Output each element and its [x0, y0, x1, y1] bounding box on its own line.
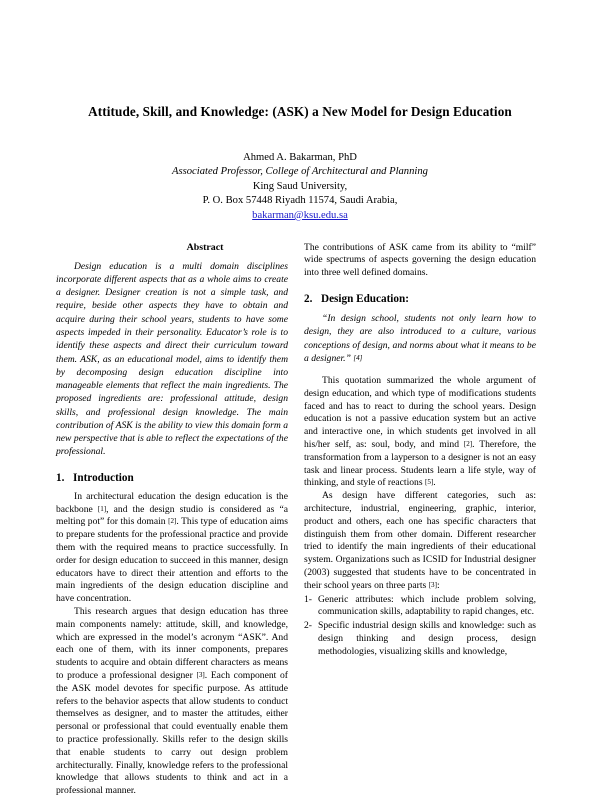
author-block: [56, 151, 544, 224]
section-heading-design-education: [304, 293, 536, 305]
paragraph: In architectural education the design education is the backbone [1], and the design studio is considered as “a melting pot” for this domain [2]. This type of education aims to prepare students for the professional practice and provide them with the required means to practice successfully. In order for design education to succeed in this manner, design educators have to direct their attention and efforts to the main ingredients of the design education discipline and have concentration.: [56, 490, 288, 605]
abstract-heading: Abstract: [186, 241, 224, 253]
list-item: [304, 594, 536, 620]
list-item-text: Generic attributes: which include problem solving, communication skills, adaptability to rapid changes, etc.: [318, 593, 536, 618]
citation-marker: [1]: [97, 504, 107, 513]
paragraph: This research argues that design education has three main components namely: attitude, skill, and knowledge, which are expressed in the model’s acronym “ASK”. And each one of them, with its inner components, prepares students to acquire and obtain different characters as means to produce a professional designer [3]. Each component of the ASK model devotes for specific purpose. As attitude refers to the behavior aspects that allow students to conduct themselves as designer, and to master the attitudes, either personal or professional that could eventually enable them to practice professionally. Skills refer to the design skills that enable students to carry out design problem architecturally. Finally, knowledge refers to the professional knowledge that allows students to think and act in a professional manner.: [56, 605, 288, 797]
abstract-text: Design education is a multi domain disciplines incorporate different aspects that as a whole aims to create a designer. Designer creation is not a simple task, and require, beside other aspects they have to obtain and acquire during their school years, students to have some aspects impeded in their personality. Educator’s role is to identify these aspects and direct their curriculum toward them. ASK, as an educational model, aims to identify them by decomposing design education discipline into manageable elements that reflect the main ingredients. The proposed ingredients are: professional attitude, design skills, and professional design knowledge. The main contribution of ASK is the ability to view this domain form a new perspective that is able to reflect the expectations of the professional.: [56, 260, 288, 458]
two-column-body: [0, 242, 600, 798]
citation-marker: [3]: [428, 580, 437, 589]
block-quote: “In design school, students not only learn how to design, they are also introduced to a culture, various conceptions of design, and norms about what it means to be a designer.” [4]: [304, 312, 536, 364]
section-number: 2.: [304, 292, 313, 305]
paragraph-continuation: The contributions of ASK came from its ability to “milf” wide spectrums of aspects governing the design education into three well defined domains.: [304, 241, 536, 279]
page-title: Attitude, Skill, and Knowledge: (ASK) a New Model for Design Education: [88, 104, 512, 119]
section-number: 1.: [56, 471, 65, 484]
list-marker: 1-: [304, 593, 312, 605]
paragraph: This quotation summarized the whole argument of design education, and which type of modifications students faced and has to react to during the school years. Design education is not a passive education system but an active and interactive one, in which students get involved in all his/her self, as: soul, body, and mind [2]. Therefore, the transformation from a layperson to a designer is not an easy task and linear process. Students learn a life style, way of thinking, and style of reactions [5].: [304, 375, 536, 489]
title-block: [0, 0, 600, 224]
citation-marker: [2]: [168, 517, 177, 526]
list-item-text: Specific industrial design skills and knowledge: such as design thinking and design process, design methodologies, visualizing skills and knowledge,: [318, 620, 536, 657]
citation-marker: [4]: [353, 353, 363, 362]
author-address: P. O. Box 57448 Riyadh 11574, Saudi Arabia,: [202, 195, 398, 207]
author-university: King Saud University,: [252, 180, 348, 192]
section-title: Design Education:: [321, 292, 409, 305]
author-email-link[interactable]: bakarman@ksu.edu.sa: [252, 209, 348, 221]
section-heading-introduction: [56, 472, 288, 484]
citation-marker: [2]: [463, 440, 473, 449]
left-column: [56, 242, 288, 798]
right-column: [304, 242, 536, 659]
paragraph: As design have different categories, such as: architecture, industrial, engineering, graphic, interior, product and others, each one has specific characters that distinguish them from other domain. Different researcher tried to identify the main ingredients of their educational system. Organizations such as ICSID for Industrial designer (2003) suggested that students have to be concentrated in their school years on three parts [3]:: [304, 490, 536, 591]
citation-marker: [3]: [196, 670, 205, 679]
list-item: [304, 620, 536, 658]
section-title: Introduction: [73, 471, 134, 484]
author-name: Ahmed A. Bakarman, PhD: [243, 151, 357, 163]
author-affiliation: Associated Professor, College of Architectural and Planning: [172, 166, 428, 178]
list-marker: 2-: [304, 620, 312, 632]
citation-marker: [5]: [424, 478, 434, 487]
